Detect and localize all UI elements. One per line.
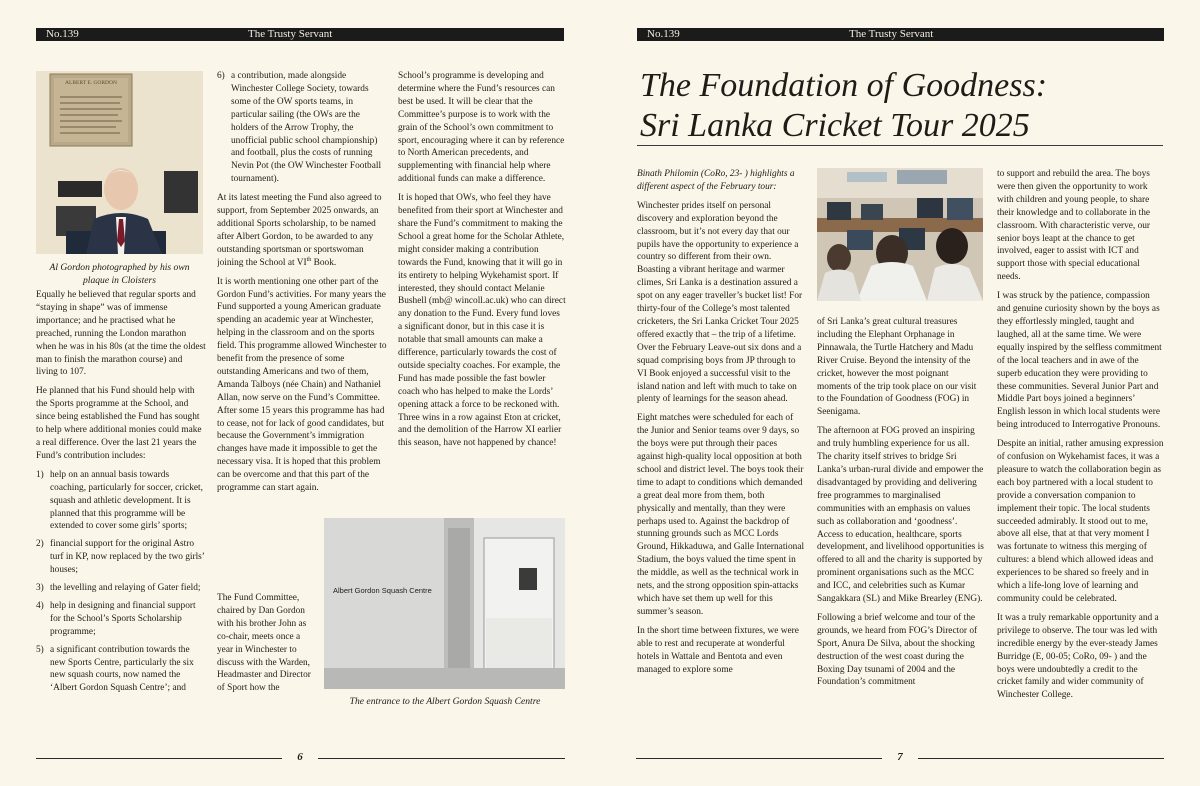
paragraph: It is worth mentioning one other part of the Gordon Fund’s activities. For many years the Fund supported a young American graduate spending an academic year at Winchester, helping in the classroom and on the sports field. This programme allowed Winchester to benefit from the presence of some outstanding Americans and two of them, Amanda Talboys (née Chain) and Nathaniel Allan, now serve on the Fund’s Committee. After some 15 years this programme has had to cease, not for lack of good candidates, but because the Government’s immigration changes have made it impossible to get the necessary visa. It is hoped that this problem can be overcome and that this part of the programme can start again.: [217, 276, 387, 494]
paragraph: In the short time between fixtures, we were able to rest and recuperate at wonderful hotels in Wattale and Bentota and even managed to explore some: [637, 625, 799, 675]
list-text: help in designing and financial support for the School’s Sports Scholarship programme;: [50, 600, 196, 637]
footer-rule-right-b: [918, 758, 1164, 759]
list-number: 3): [36, 583, 44, 594]
left-column-1: [36, 289, 206, 709]
squash-centre-photo: [324, 518, 565, 689]
paragraph: of Sri Lanka’s great cultural treasures including the Elephant Orphanage in Pinnawala, the Turtle Hatchery and Madu River Cruise. Beyond the intensity of the cricket, however the most poignant moments of the trip took place on our visit to the Foundation of Goodness (FOG) in Seenigama.: [817, 317, 977, 418]
paragraph: Following a brief welcome and tour of the grounds, we heard from FOG’s Director of Sport, Anura De Silva, about the shocking destruction of the west coast during the Boxing Day tsunami of 2004 and the Foundation’s commitment: [817, 612, 978, 688]
list-number: 4): [36, 600, 44, 611]
paragraph: He planned that his Fund should help with the Sports programme at the School, and since being established the Fund has sought to help where additional monies could make a real difference. Over the last 21 years the Fund’s contribution includes:: [36, 386, 202, 461]
left-column-3: [398, 70, 566, 510]
al-gordon-photo: [36, 71, 203, 254]
list-item: [36, 538, 206, 577]
paragraph: Equally he believed that regular sports and “staying in shape” was of immense importance; and he practised what he preached, running the London marathon when he was in his 80s (at the time the oldest man to finish the marathon course) and living to 107.: [36, 290, 206, 378]
contributions-list: [36, 469, 206, 696]
list-item: [36, 469, 206, 534]
left-header-bar: [36, 28, 564, 41]
paragraph-text: At its latest meeting the Fund also agreed to support, from September 2025 onwards, an additional Sports scholarship, to be named after Albert Gordon, to be awarded to any outstanding sportsman or sportswoman joining the School at VI: [217, 193, 382, 268]
list-item: [217, 70, 387, 186]
paragraph: [217, 192, 387, 269]
squash-caption: The entrance to the Albert Gordon Squash Centre: [349, 696, 541, 707]
paragraph: School’s programme is developing and determine where the Fund’s resources can best be used. It will be clear that the Committee’s purpose is to work with the grain of the School’s own commitment to sport, encouraging where it can by reference to North American precedents, and supplementing with financial help where additional funds can make a difference.: [398, 71, 565, 185]
magazine-title: The Trusty Servant: [849, 28, 934, 40]
right-column-2: [817, 316, 985, 716]
superscript: th: [306, 256, 312, 263]
photo-caption-line2: plaque in Cloisters: [82, 274, 157, 286]
contributions-list-continued: [217, 70, 387, 186]
paragraph: I was struck by the patience, compassion and genuine curiosity shown by the boys as they effortlessly mingled, taught and laughed, all at the same time. We were equally inspired by the selfless commitment of the local teachers and in awe of the superb education they were providing to these communities. Several Junior Part and Middle Part boys joined a beginners’ English lesson in which local students were being introduced to Interrogative Pronouns.: [997, 291, 1162, 431]
list-number: 2): [36, 539, 44, 550]
paragraph: The Fund Committee, chaired by Dan Gordon with his brother John as co-chair, meets once a year in Winchester to discuss with the Warden, Headmaster and Director of Sport how the: [217, 593, 311, 694]
list-text: the levelling and relaying of Gater field;: [50, 583, 201, 594]
list-text: financial support for the original Astro turf in KP, now replaced by the two girls’ houses;: [50, 539, 205, 576]
article-title: [640, 66, 1160, 146]
title-line-1: The Foundation of Goodness:: [640, 67, 1048, 104]
list-item: [36, 582, 206, 595]
page-number: 6: [297, 751, 303, 763]
classroom-photo: [817, 168, 983, 301]
right-column-1: [637, 168, 805, 716]
issue-number: No.139: [647, 28, 680, 40]
list-number: 1): [36, 469, 44, 480]
paragraph-text: Book.: [311, 257, 337, 268]
photo-caption: [36, 262, 203, 287]
article-intro: Binath Philomin (CoRo, 23- ) highlights a different aspect of the February tour:: [637, 169, 795, 192]
paragraph: Despite an initial, rather amusing expression of confusion on Wykehamist faces, it was a pleasure to watch the collaboration begin as each boy partnered with a local student to provide a conversation companion to implement their topic. The local students succeeded admirably. It stood out to me, above all else, that at that very moment I was fortunate to witness this merging of cultures: a blend which allowed ideas and experiences to be shared so freely and in which a life-long love of learning and community could be celebrated.: [997, 439, 1164, 604]
plaque-text: ALBERT E. GORDON: [65, 80, 117, 86]
paragraph: The afternoon at FOG proved an inspiring and truly humbling experience for us all. The charity itself strives to bridge Sri Lanka’s urban-rural divide and empower the disadvantaged by providing and delivering free programmes to marginalised communities with an emphasis on values such as collaboration and ‘goodness’. Access to education, healthcare, sports development, and livelihood opportunities is offered to all and the charity is supported by prominent organisations such as the MCC and ICC, and celebrities such as Kumar Sangakkara (SL) and Mike Brearley (ENG).: [817, 426, 984, 605]
right-header-bar: [637, 28, 1164, 41]
page-number: 7: [897, 751, 903, 763]
list-number: 6): [217, 71, 225, 81]
paragraph: It was a truly remarkable opportunity and a privilege to observe. The tour was led with incredible energy by the ever-steady James Burridge (E, 00-05; CoRo, 09- ) and the boys were undoubtedly a credit to the cricket family and wider community of Winchester College.: [997, 612, 1159, 701]
title-line-2: Sri Lanka Cricket Tour 2025: [640, 107, 1030, 144]
title-rule: [637, 145, 1163, 146]
list-number: 5): [36, 644, 44, 655]
right-column-3: [997, 168, 1165, 716]
photo-caption-line1: Al Gordon photographed by his own: [49, 262, 190, 273]
footer-rule-left-a: [36, 758, 282, 759]
footer-rule-right-a: [636, 758, 882, 759]
issue-number: No.139: [46, 28, 79, 40]
squash-sign-text: Albert Gordon Squash Centre: [333, 586, 432, 595]
list-text: help on an annual basis towards coaching, particularly for soccer, cricket, squash and athletic development. It is planned that this programme will be extended to cover some girls’ sports;: [50, 469, 203, 532]
footer-rule-left-b: [318, 758, 565, 759]
left-column-2-narrow: [217, 592, 317, 717]
list-item: [36, 600, 206, 639]
magazine-title: The Trusty Servant: [248, 28, 333, 40]
list-text: a significant contribution towards the new Sports Centre, particularly the six new squash courts, now named the ‘Albert Gordon Squash Centre’; and: [50, 644, 194, 694]
paragraph: It is hoped that OWs, who feel they have benefited from their sport at Winchester and share the Fund’s commitment to making the School a great home for the Scholar Athlete, might consider making a contribution towards the Fund, knowing that it will go in its entirety to helping Wykehamist sport. If interested, they should contact Melanie Bushell (mb@ wincoll.ac.uk) who can direct any donation to the Fund. Every fund loves a significant donor, but in this case it is notable that small amounts can make a difference, particularly towards the cost of outside specialty coaches. For example, the Fund has made possible the fast bowler coach who has helped to make the Lords’ opening attack a force to be reckoned with. Three wins in a row against Eton at cricket, and the demolition of the Harrow XI earlier this season, have not happened by chance!: [398, 193, 566, 449]
list-item: [36, 644, 206, 696]
paragraph: to support and rebuild the area. The boys were then given the opportunity to work with children and young people, to share their knowledge and to collaborate in the classroom. With characteristic verve, our senior boys leapt at the chance to get involved, eager to assist with ICT and support those with special educational needs.: [997, 169, 1151, 283]
list-text: a contribution, made alongside Winchester College Society, towards some of the OW sports teams, in particular sailing (the OWs are the holders of the Arrow Trophy, the unofficial public school championship) and football, plus the costs of running Nevin Pot (the OW Winchester Football tournament).: [231, 71, 382, 185]
paragraph: Eight matches were scheduled for each of the Junior and Senior teams over 9 days, so the boys were put through their paces against high-quality local opposition at both school and district level. The boys took their time to adapt to conditions which demanded a great deal more from them, both physically and mentally, than they were perhaps used to. Against the backdrop of stunning grounds such as MCC Lords Ground, Hikkaduwa, and Galle International Stadium, the boys valued the time spent in the middle, as well as the technical work in nets, and the strong opposition spin-attacks which have set them up well for this summer’s season.: [637, 413, 805, 617]
paragraph: Winchester prides itself on personal discovery and exploration beyond the classroom, but it’s not every day that our pupils have the opportunity to experience a country so different from their own. Boasting a vibrant heritage and warmer climes, Sri Lanka is a destination assured a spot on any eager traveller’s bucket list! For thirty-four of the College’s most talented cricketers, the Sri Lanka Cricket Tour 2025 offered exactly that – the trip of a lifetime. Over the February Leave-out six dons and a squad comprising boys from JP through to VI Book enjoyed a successful visit to the island nation and left with much to take on plenty of learnings for the season ahead.: [637, 200, 803, 405]
